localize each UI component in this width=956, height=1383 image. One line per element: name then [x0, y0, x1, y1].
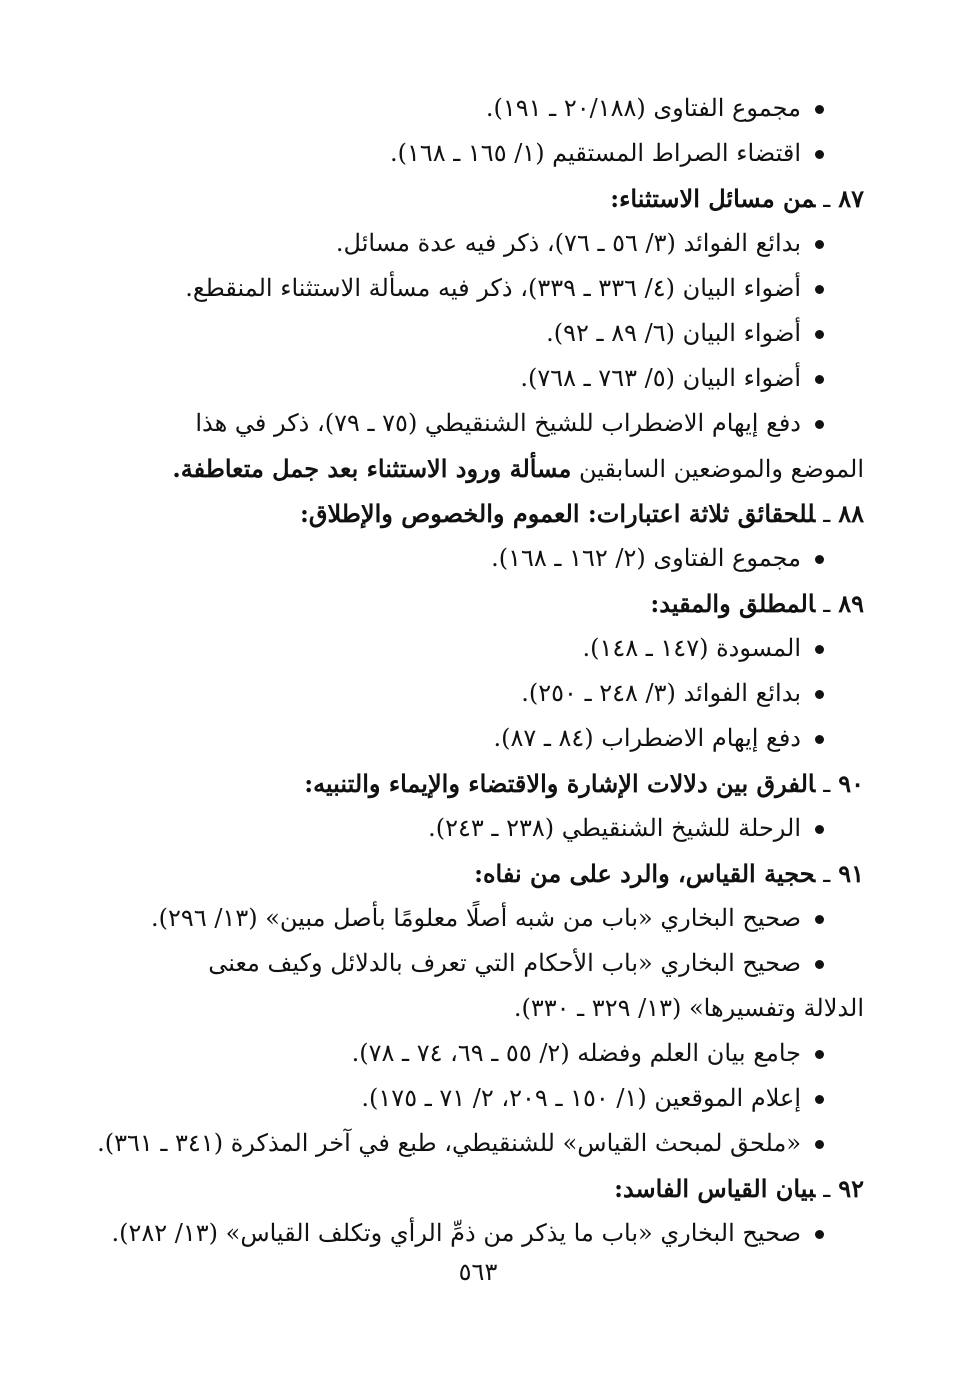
list-item	[112, 1076, 864, 1121]
section-title: حجية القياس، والرد على من نفاه:	[474, 859, 816, 888]
list-item	[112, 401, 864, 446]
section-title: من مسائل الاستثناء:	[610, 184, 816, 213]
bullet-icon	[815, 285, 824, 294]
bullet-icon	[815, 330, 824, 339]
bullet-icon	[815, 825, 824, 834]
bullet-icon	[815, 240, 824, 249]
list-item	[112, 671, 864, 716]
bullet-icon	[815, 690, 824, 699]
bullet-icon	[815, 1230, 824, 1239]
list-item	[97, 1121, 864, 1166]
list-item	[112, 716, 864, 761]
section-heading-92: ٩٢ـبيان القياس الفاسد:	[614, 1174, 864, 1203]
continuation-text: الدلالة وتفسيرها» (١٣/ ٣٢٩ ـ ٣٣٠).	[513, 994, 864, 1022]
bullet-icon	[815, 735, 824, 744]
list-item-text: مجموع الفتاوى (٢٠/١٨٨ ـ ١٩١).	[485, 94, 801, 122]
list-item-text: أضواء البيان (٤/ ٣٣٦ ـ ٣٣٩)، ذكر فيه مسألة الاستثناء المنقطع.	[185, 274, 801, 302]
list-item-text: صحيح البخاري «باب الأحكام التي تعرف بالدلائل وكيف معنى	[208, 949, 801, 977]
list-item	[112, 626, 864, 671]
bullet-icon	[815, 1095, 824, 1104]
list-item-text: جامع بيان العلم وفضله (٢/ ٥٥ ـ ٦٩، ٧٤ ـ ٧٨).	[351, 1039, 801, 1067]
section-number: ٨٩	[838, 589, 864, 618]
list-item-continuation	[112, 446, 864, 491]
section-heading-87: ٨٧ـمن مسائل الاستثناء:	[610, 184, 864, 213]
section-number: ٩٢	[838, 1174, 864, 1203]
list-item	[112, 536, 864, 581]
bullet-icon	[815, 555, 824, 564]
list-item-text: دفع إيهام الاضطراب (٨٤ ـ ٨٧).	[493, 724, 801, 752]
section-heading-90: ٩٠ـالفرق بين دلالات الإشارة والاقتضاء والإيماء والتنبيه:	[304, 769, 864, 798]
section-number: ٨٨	[838, 499, 864, 528]
list-item-text: أضواء البيان (٥/ ٧٦٣ ـ ٧٦٨).	[520, 364, 801, 392]
list-item-text: دفع إيهام الاضطراب للشيخ الشنقيطي (٧٥ ـ ٧٩)، ذكر في هذا	[195, 409, 801, 437]
page-number: ٥٦٣	[458, 1258, 498, 1286]
list-item-text: صحيح البخاري «باب ما يذكر من ذمِّ الرأي وتكلف القياس» (١٣/ ٢٨٢).	[111, 1219, 801, 1247]
bullet-icon	[815, 105, 824, 114]
bullet-icon	[815, 150, 824, 159]
list-item-text: إعلام الموقعين (١/ ١٥٠ ـ ٢٠٩، ٢/ ٧١ ـ ١٧٥).	[361, 1084, 801, 1112]
bullet-icon	[815, 645, 824, 654]
list-item-text: صحيح البخاري «باب من شبه أصلًا معلومًا بأصل مبين» (١٣/ ٢٩٦).	[151, 904, 801, 932]
list-item	[112, 86, 864, 131]
bullet-icon	[815, 915, 824, 924]
bullet-icon	[815, 960, 824, 969]
list-item	[112, 131, 864, 176]
list-item-text: بدائع الفوائد (٣/ ٢٤٨ ـ ٢٥٠).	[521, 679, 801, 707]
list-item	[112, 221, 864, 266]
list-item-text: الرحلة للشيخ الشنقيطي (٢٣٨ ـ ٢٤٣).	[428, 814, 801, 842]
list-item	[112, 311, 864, 356]
section-title: المطلق والمقيد:	[650, 589, 816, 618]
list-item-text: المسودة (١٤٧ ـ ١٤٨).	[582, 634, 801, 662]
section-heading-88: ٨٨ـللحقائق ثلاثة اعتبارات: العموم والخصوص والإطلاق:	[300, 499, 864, 528]
bullet-icon	[815, 1140, 824, 1149]
bullet-icon	[815, 420, 824, 429]
list-item	[112, 896, 864, 941]
section-number: ٩١	[838, 859, 864, 888]
section-number: ٩٠	[838, 769, 864, 798]
list-item	[112, 1031, 864, 1076]
list-item	[112, 356, 864, 401]
section-heading-91: ٩١ـحجية القياس، والرد على من نفاه:	[474, 859, 864, 888]
section-title: للحقائق ثلاثة اعتبارات: العموم والخصوص والإطلاق:	[300, 499, 816, 528]
list-item	[112, 806, 864, 851]
emphasized-text: مسألة ورود الاستثناء بعد جمل متعاطفة.	[172, 454, 572, 483]
list-item-text: اقتضاء الصراط المستقيم (١/ ١٦٥ ـ ١٦٨).	[389, 139, 801, 167]
bullet-icon	[815, 1050, 824, 1059]
section-title: الفرق بين دلالات الإشارة والاقتضاء والإيماء والتنبيه:	[304, 769, 816, 798]
list-item-text: «ملحق لمبحث القياس» للشنقيطي، طبع في آخر المذكرة (٣٤١ ـ ٣٦١).	[97, 1129, 801, 1157]
list-item-text: أضواء البيان (٦/ ٨٩ ـ ٩٢).	[546, 319, 801, 347]
section-heading-89: ٨٩ـالمطلق والمقيد:	[650, 589, 864, 618]
list-item	[112, 266, 864, 311]
section-number: ٨٧	[838, 184, 864, 213]
list-item-text: مجموع الفتاوى (٢/ ١٦٢ ـ ١٦٨).	[491, 544, 801, 572]
list-item-text: بدائع الفوائد (٣/ ٥٦ ـ ٧٦)، ذكر فيه عدة مسائل.	[335, 229, 801, 257]
list-item	[112, 1211, 864, 1256]
list-item	[112, 941, 864, 986]
section-title: بيان القياس الفاسد:	[614, 1174, 816, 1203]
continuation-text: الموضع والموضعين السابقين	[578, 455, 864, 483]
bullet-icon	[815, 375, 824, 384]
list-item-continuation	[112, 986, 864, 1031]
